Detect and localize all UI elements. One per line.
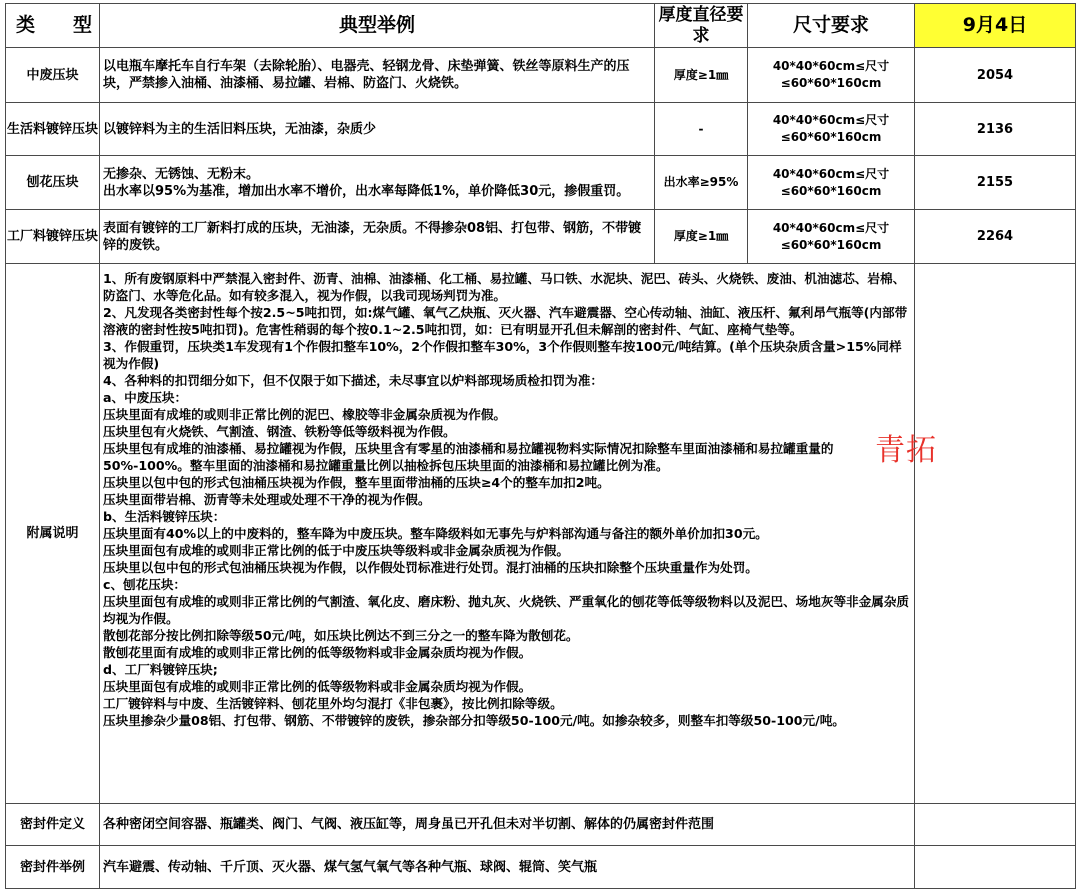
header-type: 类 型: [6, 4, 100, 48]
note-line: 压块里面带岩棉、沥青等未处理或处理不干净的视为作假。: [103, 492, 431, 507]
seal-definition-label: 密封件定义: [6, 804, 100, 846]
row-example: 表面有镀锌的工厂新料打成的压块，无油漆，无杂质。不得掺杂08铝、打包带、钢筋，不带镀锌的废铁。: [100, 210, 655, 264]
row-size: 40*40*60cm≤尺寸≤60*60*160cm: [748, 48, 915, 103]
row-type: 工厂料镀锌压块: [6, 210, 100, 264]
row-size: 40*40*60cm≤尺寸≤60*60*160cm: [748, 103, 915, 156]
note-line: 1、所有废钢原料中严禁混入密封件、沥青、油棉、油漆桶、化工桶、易拉罐、马口铁、水泥块、泥巴、砖头、火烧铁、废油、机油滤芯、岩棉、防盗门、水等危化品。如有较多混入，视为作假，以我司现场判罚为准。: [103, 271, 906, 303]
seal-example-empty: [915, 846, 1076, 889]
row-type: 刨花压块: [6, 156, 100, 210]
row-example: 无掺杂、无锈蚀、无粉末。 出水率以95%为基准，增加出水率不增价，出水率每降低1%，单价降低30元，掺假重罚。: [100, 156, 655, 210]
notes-row: [6, 264, 1076, 804]
header-row: [6, 4, 1076, 48]
note-line: 压块里面有成堆的或则非正常比例的泥巴、橡胶等非金属杂质视为作假。: [103, 407, 506, 422]
row-type: 生活料镀锌压块: [6, 103, 100, 156]
header-example: 典型举例: [100, 4, 655, 48]
row-example: 以电瓶车摩托车自行车架（去除轮胎）、电器壳、轻钢龙骨、床垫弹簧、铁丝等原料生产的压块，严禁掺入油桶、油漆桶、易拉罐、岩棉、防盗门、火烧铁。: [100, 48, 655, 103]
note-line: 3、作假重罚，压块类1车发现有1个作假扣整车10%，2个作假扣整车30%，3个作假则整车按100元/吨结算。(单个压块杂质含量>15%同样视为作假): [103, 339, 902, 371]
note-line: 散刨花部分按比例扣除等级50元/吨，如压块比例达不到三分之一的整车降为散刨花。: [103, 628, 579, 643]
note-line: 2、凡发现各类密封性每个按2.5~5吨扣罚，如:煤气罐、氧气乙炔瓶、灭火器、汽车避震器、空心传动轴、油缸、液压杆、氟利昂气瓶等(内部带溶液的密封性按5吨扣罚)。危害性稍弱的每个按0.1~2.5吨扣罚，如：已有明显开孔但未解剖的密封件、气缸、座椅气垫等。: [103, 305, 908, 337]
seal-example-row: [6, 846, 1076, 889]
table-row: [6, 103, 1076, 156]
note-line: 压块里以包中包的形式包油桶压块视为作假，整车里面带油桶的压块≥4个的整车加扣2吨。: [103, 475, 610, 490]
note-line: a、中废压块：: [103, 390, 188, 405]
row-size: 40*40*60cm≤尺寸≤60*60*160cm: [748, 156, 915, 210]
row-thickness: -: [655, 103, 748, 156]
note-line: 压块里面包有成堆的或则非正常比例的低等级物料或非金属杂质均视为作假。: [103, 679, 532, 694]
header-size: 尺寸要求: [748, 4, 915, 48]
row-price: 2136: [915, 103, 1076, 156]
note-line: 压块里面包有成堆的或则非正常比例的气割渣、氧化皮、磨床粉、抛丸灰、火烧铁、严重氧化的刨花等低等级物料以及泥巴、场地灰等非金属杂质均视为作假。: [103, 594, 909, 626]
note-line: 压块里以包中包的形式包油桶压块视为作假，以作假处罚标准进行处罚。混打油桶的压块扣除整个压块重量作为处罚。: [103, 560, 758, 575]
note-line: 工厂镀锌料与中废、生活镀锌料、刨花里外均匀混打《非包裹》，按比例扣除等级。: [103, 696, 563, 711]
row-thickness: 出水率≥95%: [655, 156, 748, 210]
note-line: 散刨花里面有成堆的或则非正常比例的低等级物料或非金属杂质均视为作假。: [103, 645, 532, 660]
note-line: 压块里掺杂少量08铝、打包带、钢筋、不带镀锌的废铁，掺杂部分扣等级50-100元/吨。如掺杂较多，则整车扣等级50-100元/吨。: [103, 713, 845, 728]
seal-definition-text: 各种密闭空间容器、瓶罐类、阀门、气阀、液压缸等，周身虽已开孔但未对半切割、解体的仍属密封件范围: [100, 804, 915, 846]
note-line: 4、各种料的扣罚细分如下，但不仅限于如下描述，未尽事宜以炉料部现场质检扣罚为准：: [103, 373, 603, 388]
note-line: d、工厂料镀锌压块;: [103, 662, 218, 677]
note-line: b、生活料镀锌压块：: [103, 509, 226, 524]
note-line: 压块里面有40%以上的中废料的，整车降为中废压块。整车降级料如无事先与炉料部沟通与备注的额外单价加扣30元。: [103, 526, 768, 541]
notes-body: [100, 264, 915, 804]
seal-example-label: 密封件举例: [6, 846, 100, 889]
note-line: 压块里包有成堆的油漆桶、易拉罐视为作假，压块里含有零星的油漆桶和易拉罐视物料实际情况扣除整车里面油漆桶和易拉罐重量的50%-100%。整车里面的油漆桶和易拉罐重量比例以抽检拆包压块里面的油漆桶和易拉罐比例为准。: [103, 441, 834, 473]
row-type: 中废压块: [6, 48, 100, 103]
table-row: [6, 156, 1076, 210]
row-size: 40*40*60cm≤尺寸≤60*60*160cm: [748, 210, 915, 264]
seal-definition-row: [6, 804, 1076, 846]
row-price: 2264: [915, 210, 1076, 264]
seal-definition-empty: [915, 804, 1076, 846]
notes-label: 附属说明: [6, 264, 100, 804]
header-thickness: 厚度直径要求: [655, 4, 748, 48]
table-row: [6, 210, 1076, 264]
row-thickness: 厚度≥1㎜: [655, 210, 748, 264]
header-date: 9月4日: [915, 4, 1076, 48]
row-price: 2054: [915, 48, 1076, 103]
row-thickness: 厚度≥1㎜: [655, 48, 748, 103]
row-price: 2155: [915, 156, 1076, 210]
note-line: 压块里面包有成堆的或则非正常比例的低于中废压块等级料或非金属杂质视为作假。: [103, 543, 569, 558]
watermark-text: 青拓: [875, 433, 937, 468]
seal-example-text: 汽车避震、传动轴、千斤顶、灭火器、煤气氢气氧气等各种气瓶、球阀、辊筒、笑气瓶: [100, 846, 915, 889]
table-row: [6, 48, 1076, 103]
note-line: c、刨花压块：: [103, 577, 187, 592]
note-line: 压块里包有火烧铁、气割渣、钢渣、铁粉等低等级料视为作假。: [103, 424, 456, 439]
row-example: 以镀锌料为主的生活旧料压块，无油漆，杂质少: [100, 103, 655, 156]
notes-price-cell: [915, 264, 1076, 804]
